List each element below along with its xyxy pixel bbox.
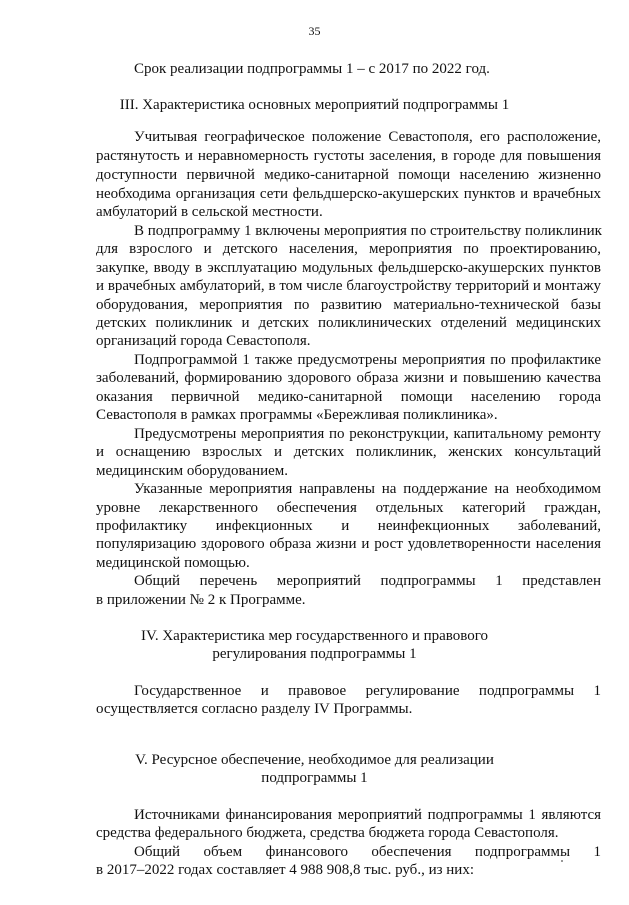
text-line: амбулаторий в сельской местности. [96,204,323,220]
text-line: для взрослого и детского населения, мероприятия по проектированию, [96,241,601,257]
text-line: оказания первичной медико-санитарной помощи населению города [96,389,601,405]
text-line: Общий перечень мероприятий подпрограммы 1 представлен [134,573,601,589]
text-line: профилактику инфекционных и неинфекционных заболеваний, [96,518,601,534]
text-line: и оснащению взрослых и детских поликлиник, женских консультаций [96,444,601,460]
text-line: популяризацию здорового образа жизни и рост удовлетворенности населения [96,536,601,552]
text-line: закупке, вводу в эксплуатацию модульных фельдшерско-акушерских пунктов [96,260,601,276]
text-line: растянутость и неравномерность густоты заселения, в городе для повышения [96,148,601,164]
text-line: медицинским оборудованием. [96,463,289,479]
section-heading: подпрограммы 1 [261,770,368,786]
text-line: средства федерального бюджета, средства бюджета города Севастополя. [96,825,559,841]
text-line: Срок реализации подпрограммы 1 – с 2017 по 2022 год. [134,61,490,77]
page-number: 35 [308,24,321,38]
text-line: Предусмотрены мероприятия по реконструкции, капитальному ремонту [134,426,601,442]
text-line: детских поликлиник и детских поликлинических отделений медицинских [96,315,601,331]
text-line: организаций города Севастополя. [96,333,311,349]
text-line: Государственное и правовое регулирование подпрограммы 1 [134,683,601,699]
text-line: в 2017–2022 годах составляет 4 988 908,8 тыс. руб., из них: [96,862,474,878]
text-line: осуществляется согласно разделу IV Программы. [96,701,413,717]
section-heading: III. Характеристика основных мероприятий подпрограммы 1 [119,97,510,113]
text-line: Указанные мероприятия направлены на поддержание на необходимом [134,481,601,497]
scan-speck [561,860,563,862]
text-line: в приложении № 2 к Программе. [96,592,306,608]
text-line: Подпрограммой 1 также предусмотрены мероприятия по профилактике [134,352,601,368]
text-line: оборудования, мероприятия по развитию материально-технической базы [96,297,601,313]
text-line: заболеваний, формированию здорового образа жизни и повышению качества [96,370,601,386]
section-heading: IV. Характеристика мер государственного и правового [140,628,489,644]
text-line: медицинской помощью. [96,555,250,571]
text-line: уровне лекарственного обеспечения отдельных категорий граждан, [96,500,601,516]
text-line: Учитывая географическое положение Севастополя, его расположение, [134,129,601,145]
text-line: В подпрограмму 1 включены мероприятия по строительству поликлиник [134,223,602,239]
text-line: доступности первичной медико-санитарной помощи населению жизненно [96,167,601,183]
text-line: Общий объем финансового обеспечения подпрограммы 1 [134,844,601,860]
text-line: Источниками финансирования мероприятий подпрограммы 1 являются [134,807,601,823]
section-heading: регулирования подпрограммы 1 [212,646,417,662]
text-line: и врачебных амбулаторий, в том числе благоустройству территорий и монтажу [96,278,601,294]
text-line: Севастополя в рамках программы «Бережливая поликлиника». [96,407,498,423]
text-line: необходима организация сети фельдшерско-акушерских пунктов и врачебных [96,186,601,202]
section-heading: V. Ресурсное обеспечение, необходимое для реализации [135,752,494,768]
